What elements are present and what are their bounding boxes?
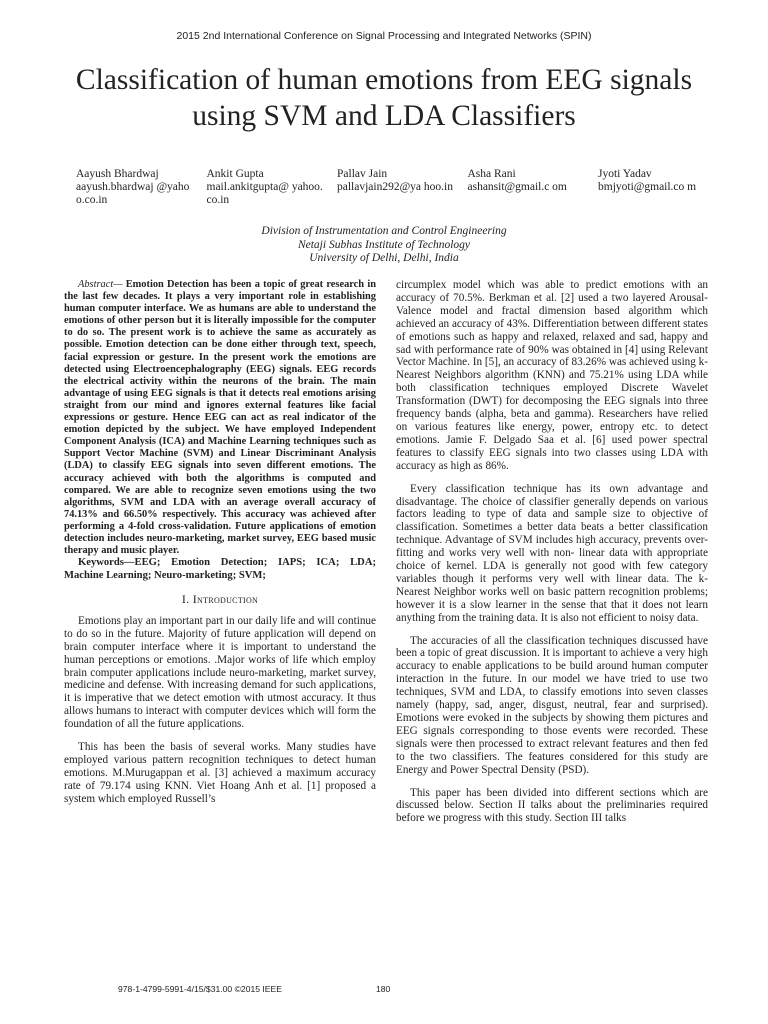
author-4 [468,168,586,207]
affiliation-institute: Netaji Subhas Institute of Technology [297,238,471,251]
footer-copyright: 978-1-4799-5991-4/15/$31.00 ©2015 IEEE [118,984,283,994]
author-name: Pallav Jain [337,168,388,180]
author-email: bmjyoti@gmail.co m [598,181,697,193]
conference-header: 2015 2nd International Conference on Signal Processing and Integrated Networks (SPIN) [176,30,592,42]
right-column [396,279,708,825]
title-line-1: Classification of human emotions from EEG signals [75,64,693,96]
affiliation-university: University of Delhi, Delhi, India [309,252,459,264]
title-line-2: using SVM and LDA Classifiers [192,100,576,132]
paragraph: This paper has been divided into different sections which are discussed below. Section II talks about the preliminaries required before we progress with this study. Section III talks [396,786,708,825]
abstract-lead: Abstract— [78,279,123,290]
author-name: Jyoti Yadav [598,168,652,180]
abstract [64,279,376,557]
paragraph: circumplex model which was able to predict emotions with an accuracy of 70.5%. Berkman et al. [2] used a two layered Arousal-Valence model and fractal dimension based algorithm which achieved an accuracy of 43%. Differentiation between different states of emotions such as happy and relaxed, relaxed and sad, happy and sad with performance rate of 90% was obtained in [4] using Relevant Vector Machine. In [5], an accuracy of 83.26% was achieved using k-Nearest Neighbors algorithm (KNN) and 75.21% using LDA while both classification techniques employed Discrete Wavelet Transformation (DWT) for decomposing the EEG signals into three frequency bands (alpha, beta and gamma). Researchers have relied on various features like energy, power, entropy etc. to detect emotions. Jamie F. Delgado Saa et al. [6] used power spectral features to classify EEG signals into two classes using LDA with accuracy as high as 86%. [396,279,708,472]
author-name: Asha Rani [467,168,516,180]
affiliation-division: Division of Instrumentation and Control Engineering [261,225,507,237]
author-email: pallavjain292@ya hoo.in [337,181,453,193]
author-3 [337,168,455,207]
paragraph: Emotions play an important part in our daily life and will continue to do so in the future. Majority of future application will depend on brain computer interface where it is important to understand the human perceptions or emotions. .Major works of life which employ brain computer applications include neuro-marketing, market survey, medicine and defense. With increasing demand for such applications, it is imperative that we detect emotion with utmost accuracy. It thus allows humans to interact with computer devices which will form the foundation of all the future applications. [64,614,376,731]
author-list [76,168,716,207]
paragraph: Every classification technique has its own advantage and disadvantage. The choice of classifier generally depends on various factors leading to type of data and sample size to objective of classification. Sometimes a better data beats a better classification technique. Advantage of SVM includes high accuracy, prevents over-fitting and works very well with non- linear data with appropriate choice of kernel. LDA is generally not good with few category variables though it performs very well with linear data. The k-Nearest Neighbor works well on basic pattern recognition problems; however it is a slow learner in the sense that that it does not learn anything from the training data. It is also not efficient to noisy data. [396,482,708,624]
section-heading-introduction: I. Introduction [181,591,259,606]
author-1 [76,168,194,207]
paragraph: This has been the basis of several works. Many studies have employed various pattern recognition techniques to detect human emotions. M.Murugappan et al. [3] achieved a maximum accuracy rate of 79.174 using KNN. Viet Hoang Anh et al. [1] proposed a system which employed Russell’s [64,741,376,805]
author-2 [207,168,325,207]
author-5 [598,168,716,207]
author-email: aayush.bhardwaj @yahoo.co.in [76,181,190,206]
page-number: 180 [376,984,391,994]
keywords: Keywords—EEG; Emotion Detection; IAPS; ICA; LDA; Machine Learning; Neuro-marketing; SVM; [64,557,376,581]
paper-title [40,62,728,134]
author-name: Aayush Bhardwaj [76,168,159,180]
left-column [64,279,376,806]
affiliation [0,225,768,266]
author-name: Ankit Gupta [206,168,264,180]
abstract-text: Emotion Detection has been a topic of great research in the last few decades. It plays a very important role in establishing human computer interface. We as humans are able to understand the emotions of other person but it is literally impossible for the computer to do so. The present work is to achieve the same as accurately as possible. Emotion detection can be done either through text, speech, facial expression or gesture. In the present work the emotions are detected using Electroencephalography (EEG) signals. EEG records the electrical activity within the neurons of the brain. The main advantage of using EEG signals is that it detects real emotions arising straight from our mind and ignores external features like facial expressions or gesture. Hence EEG can act as real indicator of the emotion depicted by the subject. We have employed Independent Component Analysis (ICA) and Machine Learning techniques such as Support Vector Machine (SVM) and Linear Discriminant Analysis (LDA) to classify EEG signals into seven different emotions. The accuracy achieved with both the algorithms is computed and compared. We are able to recognize seven emotions using the two algorithms, SVM and LDA with an average overall accuracy of 74.13% and 66.50% respectively. This accuracy was achieved after performing a 4-fold cross-validation. Future applications of emotion detection includes neuro-marketing, market survey, EEG based music therapy and music player. [64,279,376,557]
author-email: mail.ankitgupta@ yahoo.co.in [206,181,323,206]
paragraph: The accuracies of all the classification techniques discussed have been a topic of great discussion. It is important to achieve a very high accuracy to enable applications to be build around human computer interaction in the future. In our model we have tried to use two techniques, SVM and LDA, to classify emotions into seven classes namely (happy, sad, anger, disgust, neutral, fear and surprised). Emotions were evoked in the subjects by showing them pictures and EEG signals corresponding to those events were recorded. These signals were then processed to extract relevant features and then fed to the two classifiers. The features considered for this study are Energy and Power Spectral Density (PSD). [396,634,708,776]
author-email: ashansit@gmail.c om [467,181,567,193]
